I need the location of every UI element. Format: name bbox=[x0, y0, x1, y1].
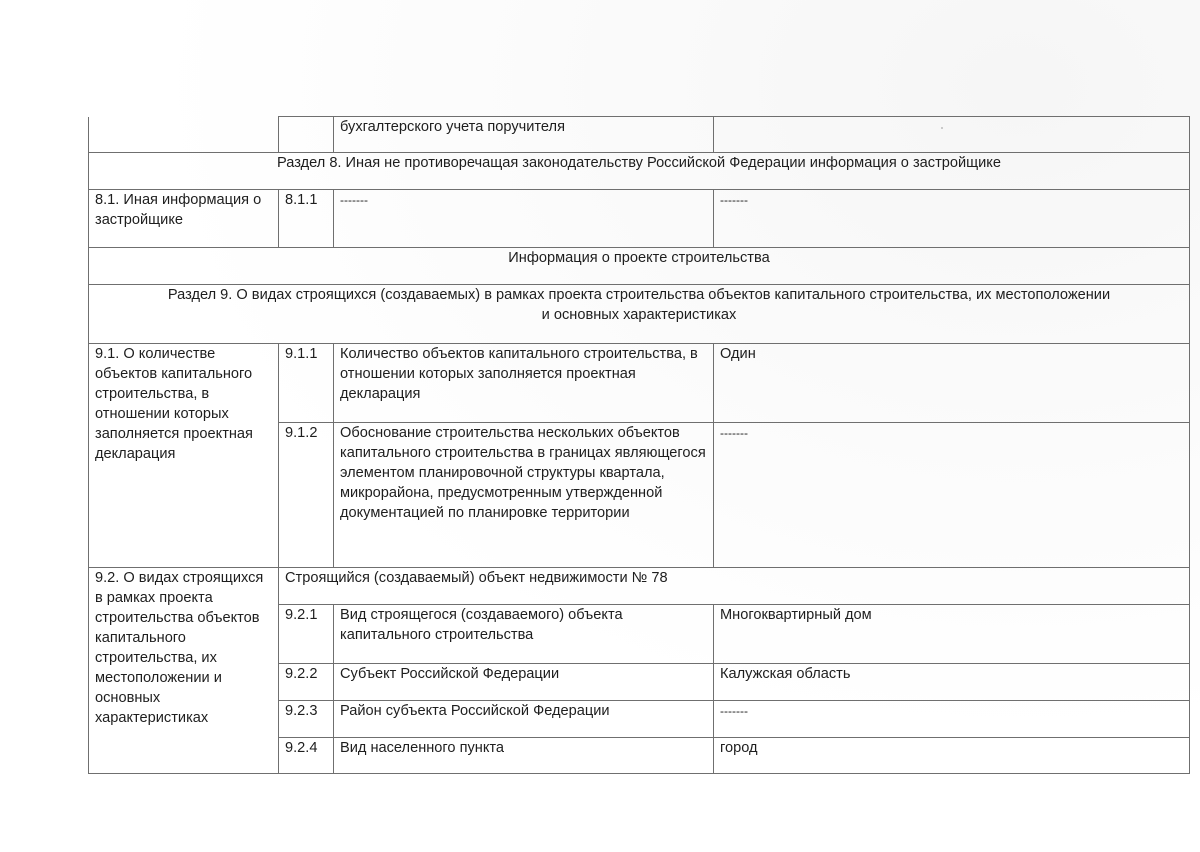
table-row-9-1-1 bbox=[89, 344, 1190, 423]
project-info-header-row bbox=[89, 248, 1190, 285]
project-info-title: Информация о проекте строительства bbox=[89, 248, 1190, 285]
cell-text: Вид строящегося (создаваемого) объекта капитального строительства bbox=[334, 605, 714, 664]
table-row-continuation bbox=[89, 117, 1190, 153]
cell-text: Район субъекта Российской Федерации bbox=[334, 701, 714, 738]
cell-group-label bbox=[89, 117, 279, 153]
object-header: Строящийся (создаваемый) объект недвижимости № 78 bbox=[279, 568, 1190, 605]
cell-code: 9.2.4 bbox=[279, 738, 334, 774]
cell-value: ------- bbox=[714, 423, 1190, 568]
declaration-table bbox=[88, 116, 1190, 774]
cell-value: Многоквартирный дом bbox=[714, 605, 1190, 664]
table-row-8-1-1 bbox=[89, 190, 1190, 248]
cell-text: бухгалтерского учета поручителя bbox=[334, 117, 714, 153]
section-9-title-line1: Раздел 9. О видах строящихся (создаваемых) в рамках проекта строительства объектов капитального строительства, их местоположении bbox=[167, 287, 1111, 303]
cell-text: Количество объектов капитального строительства, в отношении которых заполняется проектная декларация bbox=[334, 344, 714, 423]
section-8-title: Раздел 8. Иная не противоречащая законодательству Российской Федерации информация о застройщике bbox=[89, 153, 1190, 190]
cell-value: город bbox=[714, 738, 1190, 774]
cell-code: 9.1.1 bbox=[279, 344, 334, 423]
cell-text: Вид населенного пункта bbox=[334, 738, 714, 774]
cell-code: 9.2.1 bbox=[279, 605, 334, 664]
cell-group-label-9-2: 9.2. О видах строящихся в рамках проекта строительства объектов капитального строительства, их местоположении и основных характеристиках bbox=[89, 568, 279, 774]
section-9-title bbox=[89, 285, 1190, 344]
cell-value: Калужская область bbox=[714, 664, 1190, 701]
cell-code: 9.1.2 bbox=[279, 423, 334, 568]
cell-code bbox=[279, 117, 334, 153]
cell-value: Один bbox=[714, 344, 1190, 423]
cell-text: Субъект Российской Федерации bbox=[334, 664, 714, 701]
table-row-9-2-object bbox=[89, 568, 1190, 605]
cell-value: ------- bbox=[714, 701, 1190, 738]
cell-code: 8.1.1 bbox=[279, 190, 334, 248]
cell-code: 9.2.3 bbox=[279, 701, 334, 738]
cell-value bbox=[714, 117, 1190, 153]
cell-value: ------- bbox=[714, 190, 1190, 248]
section-9-title-line2: и основных характеристиках bbox=[541, 307, 737, 323]
cell-text: Обоснование строительства нескольких объектов капитального строительства в границах являющегося элементом планировочной структуры квартала, микрорайона, предусмотренным утвержденной документацией по планировке территории bbox=[334, 423, 714, 568]
cell-group-label-9-1: 9.1. О количестве объектов капитального строительства, в отношении которых заполняется проектная декларация bbox=[89, 344, 279, 568]
cell-text: ------- bbox=[334, 190, 714, 248]
section-8-header-row bbox=[89, 153, 1190, 190]
section-9-header-row bbox=[89, 285, 1190, 344]
cell-code: 9.2.2 bbox=[279, 664, 334, 701]
cell-group-label-8-1: 8.1. Иная информация о застройщике bbox=[89, 190, 279, 248]
